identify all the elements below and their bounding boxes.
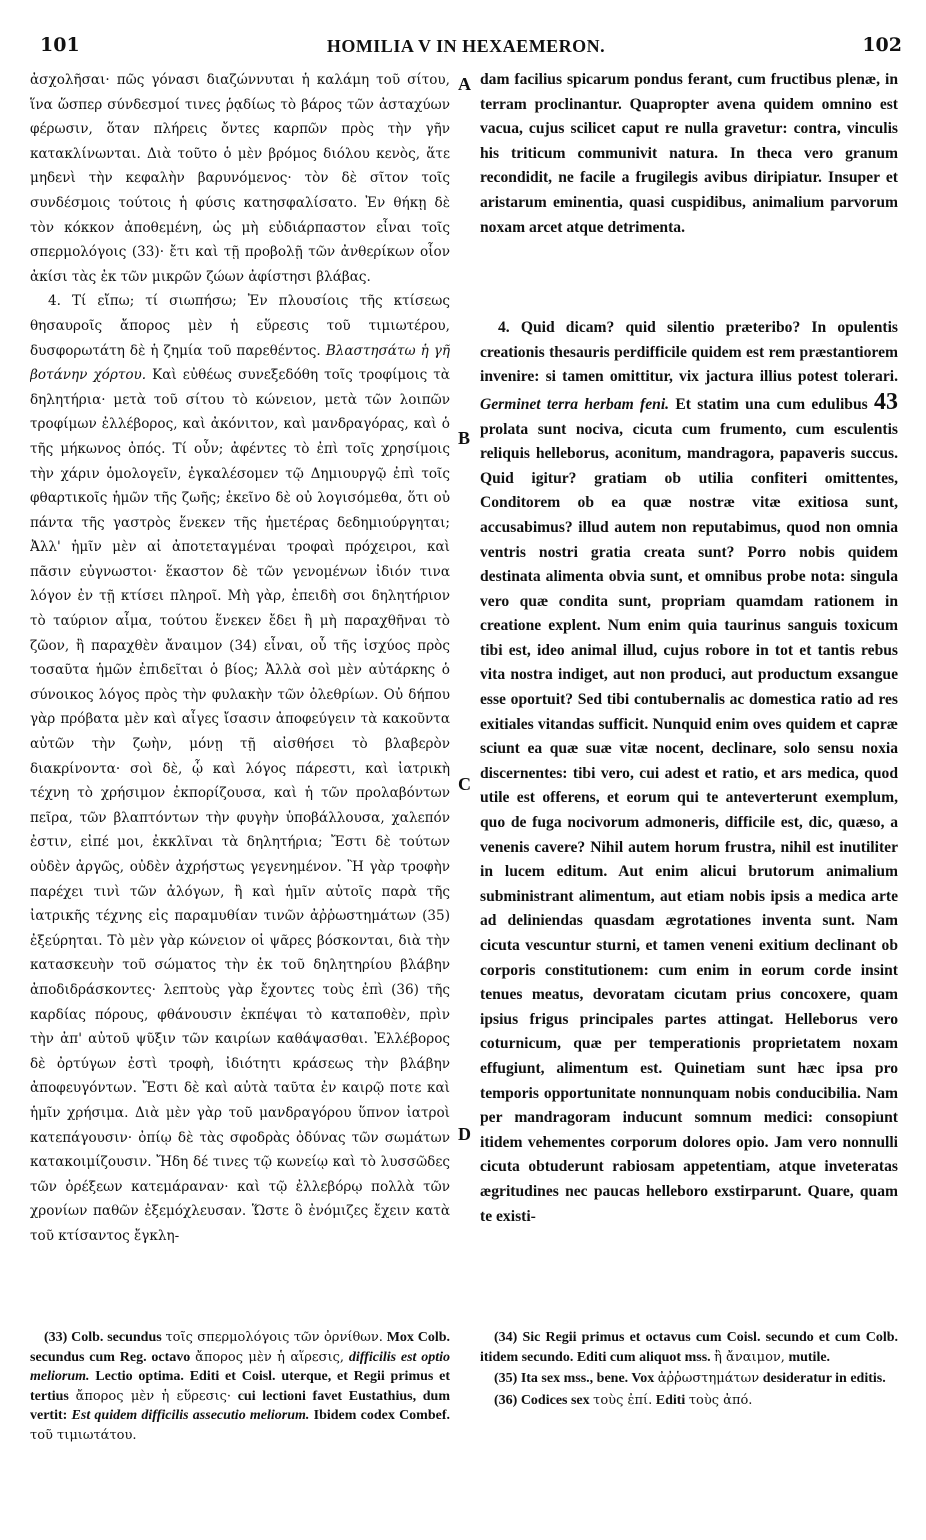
latin-paragraph-2 xyxy=(480,316,898,1229)
latin-scripture-quote: Germinet terra herbam feni. xyxy=(480,395,670,413)
footnote-36-greek-1: τοὺς ἐπί. xyxy=(593,1392,653,1408)
footnote-36-greek-2: τοὺς ἀπό. xyxy=(688,1392,753,1408)
page-number-right: 102 xyxy=(862,34,902,56)
footnote-33-text-1: (33) Colb. secundus xyxy=(44,1330,162,1345)
margin-letter-d: D xyxy=(458,1124,471,1144)
footnote-33-text-2: Mox Colb. secundus cum Reg. octavo xyxy=(30,1330,450,1365)
footnote-33-greek-4: τοῦ τιμιωτάτου. xyxy=(30,1427,137,1443)
latin-paragraph-2-intro: 4. Quid dicam? quid silentio præteribo? In opulentis creationis thesauris perdifficile quidem est rem præstantiorem invenire: si tamen omittitur, vix jactura illius potest tolerari. xyxy=(480,319,898,386)
footnote-33-greek-3: ἄπορος μὲν ἡ εὕρεσις· xyxy=(75,1388,231,1404)
latin-paragraph-2-lead: Et statim una cum edulibus xyxy=(675,395,868,413)
margin-letter-b: B xyxy=(458,428,471,448)
greek-scripture-quote: Βλαστησάτω ἡ γῆ βοτάνην χόρτου. xyxy=(30,342,450,384)
footnote-35-text-2: desideratur in editis. xyxy=(762,1371,886,1386)
footnote-33-greek-1: τοῖς σπερμολόγοις τῶν ὀρνίθων. xyxy=(165,1330,383,1345)
greek-paragraph-1: ἀσχολῆσαι· πῶς γόνασι διαζώννυται ἡ καλάμη τοῦ σίτου, ἵνα ὥσπερ σύνδεσμοί τινες ῥᾳδίως τὸ βάρος τῶν ἀσταχύων φέρωσιν, ὅταν πλήρεις ὄντες καρπῶν πρὸς τὴν γῆν κατακλίνωνται. Διὰ τοῦτο ὁ μὲν βρόμος διόλου κενὸς, ἅτε μηδενὶ τὴν κεφαλὴν βαρυνόμενος· τὸν δὲ σῖτον τοῖς συνδέσμοις τούτοις ἡ φύσις κατησφαλίσατο. Ἐν θήκῃ δὲ τὸν κόκκον ἀποθεμένη, ὡς μὴ εὐδιάρπαστον εἶναι τοῖς σπερμολόγοις (33)· ἔτι καὶ τῇ προβολῇ τῶν ἀνθερίκων οἷον ἀκίσι τὰς ἐκ τῶν μικρῶν ζώων ἀφίστησι βλάβας. xyxy=(30,72,450,285)
footnote-33-greek-2: ἄπορος μὲν ἡ αἵρεσις, xyxy=(195,1349,345,1365)
paragraph-spacer xyxy=(480,240,898,316)
greek-paragraph-2-intro: 4. Τί εἴπω; τί σιωπήσω; Ἐν πλουσίοις τῆς κτίσεως θησαυροῖς ἄπορος μὲν ἡ εὕρεσις τοῦ τιμιωτέρου, δυσφορωτάτη δὲ ἡ ζημία τοῦ παρεθέντος. xyxy=(30,293,450,359)
column-marker-number: 43 xyxy=(873,388,898,415)
footnote-35-greek: ἀῤῥωστημάτων xyxy=(657,1371,760,1386)
footnote-34-text-2: mutile. xyxy=(788,1349,831,1365)
greek-paragraph-2 xyxy=(30,289,450,1248)
latin-paragraph-2-body: prolata sunt nociva, cicuta cum frumento, cum esculentis reliquis helleborus, aconitum, mandragora, papaveris succus. Quid igitur? gratiam ob utilia confiteri omittentes, Conditorem ob ea quæ nostræ vitæ exitiosa sunt, accusabimus? illud autem non reputabimus, quod non omnia ventris nostri gratia creata sunt? Porro nobis quidem destinata alimenta obvia sunt, et omnibus probe nota: singula vero quæ condita sunt, propriam quamdam rationem in creatione explent. Num enim quia taurinus sanguis toxicum tibi est, ideo animal illud, cujus robore in tot et tantis rebus vita nostra indiget, aut non produci, aut productum exsangue esse oportuit? Sed tibi contubernalis ac domestica ratio ad res exitiales vitandas sufficit. Nunquid enim oves quidem et capræ sciunt ea quæ suæ vitæ nocent, declinare, solo sensu noxia discernentes: tibi vero, cui adest et ratio, et ars medica, quod utile est offerens, et eorum qui te anteverterunt exemplum, quo de fuga nocivorum admoneris, difficile est, dic, quæso, a venenis cavere? Nihil autem horum frustra, nihil est inutiliter in lucem editum. Aut enim alicui brutorum animalium subministrant alimentum, aut etiam nobis ipsis a medica arte ad deliniendas quasdam ægrotationes inventa sunt. Nam cicuta vescuntur sturni, et tamen veneni exitium declinant ob corporis constitutionem: cum enim in eorum corde insint tenues meatus, devoratam cicutam prius concoxere, quam ipsius frigus principales partes attingat. Helleborus vero coturnicum, quæ per temperationis proprietatem noxam effugiunt, alimentum est. Quinetiam sunt hæc ipsa pro temporis opportunitate nonnunquam nobis conducibilia. Nam per mandragoram inducunt somnum medici: consopiunt itidem vehementes corporum dolores opio. Jam vero nonnulli cicuta obtuderunt rabiosam appetentiam, atque inveteratas ægritudines nec paucas helleboro exstirparunt. Quare, quam te existi- xyxy=(480,420,898,1225)
footnote-34-greek: ἢ ἄναιμον, xyxy=(714,1349,785,1365)
footnote-35-text-1: (35) Ita sex mss., bene. Vox xyxy=(494,1371,655,1386)
footnote-34-text-1: (34) Sic Regii primus et octavus cum Coisl. secundo et cum Colb. itidem secundo. Editi cum aliquot mss. xyxy=(480,1330,898,1365)
footnote-36-text-2: Editi xyxy=(655,1392,686,1408)
page-number-left: 101 xyxy=(40,34,80,56)
footnote-33 xyxy=(30,1328,450,1445)
footnotes-right xyxy=(480,1328,898,1518)
footnote-33-text-4: cui lectioni favet Eustathius, dum vertit: xyxy=(30,1388,450,1423)
greek-column xyxy=(30,68,450,1318)
latin-paragraph-1: dam facilius spicarum pondus ferant, cum fructibus plenæ, in terram proclinantur. Quapropter avena quidem omnino est vacua, cujus scilicet caput re nulla gravetur: contra, vinculis his triticum communivit natura. In theca vero granum recondidit, ne facile a frugilegis avibus diripiatur. Insuper et aristarum eminentia, quasi cuspidibus, animalium parvorum noxam arcet atque detrimenta. xyxy=(480,71,898,236)
footnote-36 xyxy=(480,1391,898,1411)
footnote-35 xyxy=(480,1369,898,1389)
footnote-33-italic-1: difficilis est optio meliorum. xyxy=(30,1349,450,1384)
running-title: HOMILIA V IN HEXAEMERON. xyxy=(326,36,606,56)
margin-letter-c: C xyxy=(458,774,471,794)
latin-column xyxy=(480,68,898,1318)
footnotes-left xyxy=(30,1328,450,1518)
footnote-33-italic-2: Est quidem difficilis assecutio meliorum. xyxy=(71,1408,310,1423)
page-header xyxy=(30,26,902,62)
margin-letter-a: A xyxy=(458,74,471,94)
footnote-34 xyxy=(480,1328,898,1367)
footnote-36-text-1: (36) Codices sex xyxy=(494,1392,590,1408)
footnote-33-text-3: Lectio optima. Editi et Coisl. uterque, et Regii primus et tertius xyxy=(30,1369,450,1404)
greek-paragraph-2-body: Καὶ εὐθέως συνεξεδόθη τοῖς τροφίμοις τὰ δηλητήρια· μετὰ τοῦ σίτου τὸ κώνειον, μετὰ τῶν λοιπῶν τροφίμων ἐλλέβορος, καὶ ἀκόνιτον, καὶ μανδραγόρας, καὶ ὁ τῆς μήκωνος ὀπός. Τί οὖν; ἀφέντες τὸ ἐπὶ τοῖς χρησίμοις τὴν χάριν ὁμολογεῖν, ἐγκαλέσομεν τῷ Δημιουργῷ ἐπὶ τοῖς φθαρτικοῖς ἡμῶν τῆς ζωῆς; ἐκεῖνο δὲ οὐ λογισόμεθα, ὅτι οὐ πάντα τῆς γαστρὸς ἕνεκεν τῆς ἡμετέρας δεδημιούργηται; Ἀλλ' ἡμῖν μὲν αἱ ἀποτεταγμέναι τροφαὶ πρόχειροι, καὶ πᾶσιν εὐγνωστοι· ἕκαστον δὲ τῶν γενομένων ἰδιόν τινα λόγον ἐν τῇ κτίσει πληροῖ. Μὴ γὰρ, ἐπειδὴ σοι δηλητήριον τὸ ταύριον αἷμα, τούτου ἕνεκεν ἔδει ἢ μὴ παραχθῆναι τὸ ζῶον, ἢ παραχθὲν ἄναιμον (34) εἶναι, οὗ τῆς ἰσχύος πρὸς τοσαῦτα ἡμῶν ἐπιδεῖται ὁ βίος; Ἀλλὰ σοὶ μὲν αὐτάρκης ὁ σύνοικος λόγος πρὸς τὴν φυλακὴν τῶν ὀλεθρίων. Οὐ δήπου γὰρ πρόβατα μὲν καὶ αἶγες ἴσασιν ἀποφεύγειν τὰ κακοῦντα αὐτῶν τὴν ζωὴν, μόνῃ τῇ αἰσθήσει τὸ βλαβερὸν διακρίνοντα· σοὶ δὲ, ᾧ καὶ λόγος πάρεστι, καὶ ἰατρικὴ τέχνη τὸ χρήσιμον ἐκπορίζουσα, καὶ ἡ τῶν προλαβόντων πεῖρα, τῶν βλαπτόντων τὴν φυγὴν ὑποβάλλουσα, χαλεπόν ἐστιν, εἰπέ μοι, ἐκκλῖναι τὰ δηλητήρια; Ἔστι δὲ τούτων οὐδὲν ἀργῶς, οὐδὲν ἀχρήστως γεγενημένον. Ἢ γὰρ τροφὴν παρέχει τινὶ τῶν ἀλόγων, ἢ καὶ ἡμῖν αὐτοῖς παρὰ τῆς ἰατρικῆς τέχνης εἰς παραμυθίαν τινῶν ἀῤῥωστημάτων (35) ἐξεύρηται. Τὸ μὲν γὰρ κώνειον οἱ ψᾶρες βόσκονται, διὰ τὴν κατασκευὴν τοῦ σώματος τὴν ἐκ τοῦ δηλητηρίου βλάβην ἀποδιδράσκοντες· λεπτοὺς γὰρ ἔχοντες τοὺς ἐπὶ (36) τῆς καρδίας πόρους, φθάνουσιν ἐκπέψαι τὸ καταποθὲν, πρὶν τὴν ἀπ' αὐτοῦ ψῦξιν τῶν καιρίων καθάψασθαι. Ἐλλέβορος δὲ ὀρτύγων ἐστὶ τροφὴ, ἰδιότητι κράσεως τὴν βλάβην ἀποφευγόντων. Ἔστι δὲ καὶ αὐτὰ ταῦτα ἐν καιρῷ ποτε καὶ ἡμῖν χρήσιμα. Διὰ μὲν γὰρ τοῦ μανδραγόρου ὕπνον ἰατροὶ κατεπάγουσιν· ὀπίῳ δὲ τὰς σφοδρὰς ὀδύνας τῶν σωμάτων κατακοιμίζουσιν. Ἤδη δέ τινες τῷ κωνείῳ καὶ τὸ λυσσῶδες τῶν ὀρέξεων κατεμάραναν· καὶ τῷ ἐλλεβόρῳ πολλὰ τῶν χρονίων παθῶν ἐξεμόχλευσαν. Ὥστε ὃ ἐνόμιζες ἔχειν κατὰ τοῦ κτίσαντος ἔγκλη- xyxy=(30,367,450,1244)
footnote-33-text-5: Ibidem codex Combef. xyxy=(313,1408,450,1423)
